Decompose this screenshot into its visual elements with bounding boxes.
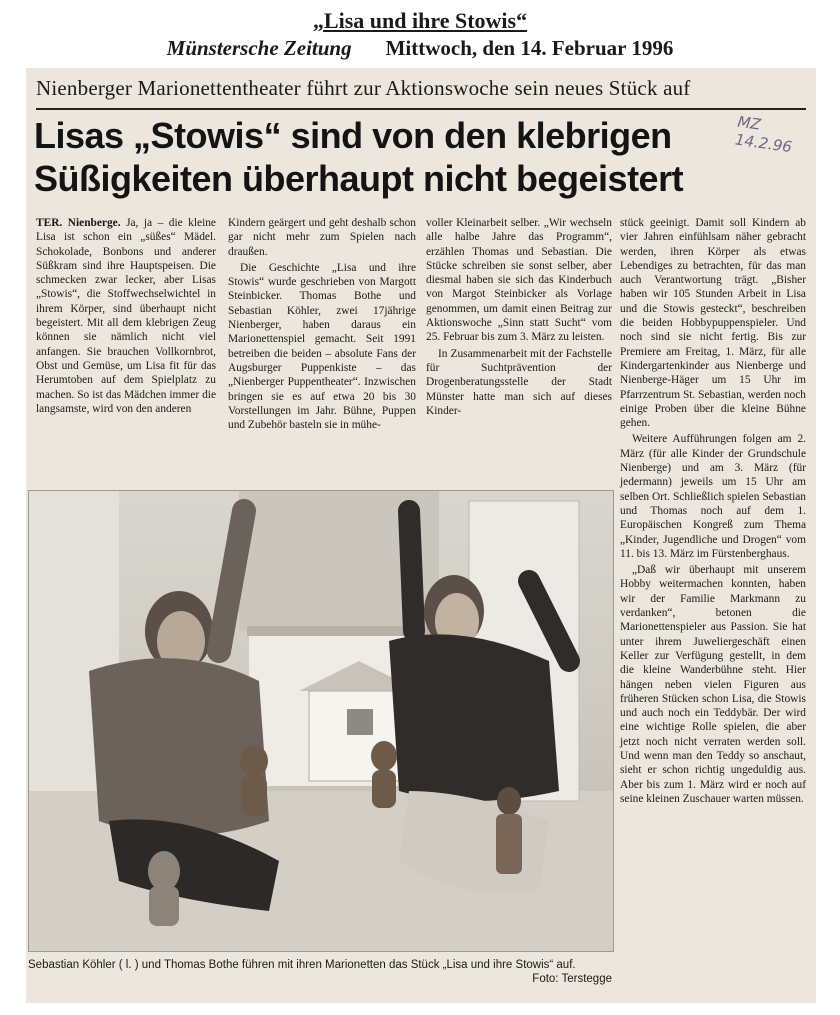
handwritten-note: MZ 14.2.96: [733, 112, 794, 157]
paragraph: stück geeinigt. Damit soll Kindern ab vier Jahren einfühlsam näher gebracht werden, ihren Körper als etwas Lebendiges zu betrachten, für das man auch Verantwortung trägt. „Bisher haben wir 105 Stunden Arbeit in Lisa und die Stowis gesteckt“, beschreiben die beiden Hobbypuppenspieler. Und noch sind sie nicht fertig. Bis zur Premiere am Freitag, 1. März, für alle Kindergartenkinder aus Nienberge und Nienberge-Häger um 15 Uhr im Pfarrzentrum St. Sebastian, werden noch einige Proben über die kleine Bühne gehen.: [620, 217, 806, 430]
article-headline: Lisas „Stowis“ sind von den klebrigen Süßigkeiten überhaupt nicht begeistert: [34, 115, 684, 199]
paragraph: Kindern geärgert und geht deshalb schon gar nicht mehr zum Spielen nach draußen.: [228, 217, 416, 258]
photo-credit: Foto: Terstegge: [532, 973, 612, 985]
article-kicker: Nienberger Marionettentheater führt zur Aktionswoche sein neues Stück auf: [36, 76, 691, 100]
text-column-1: [36, 216, 216, 416]
kicker-rule: [36, 108, 806, 110]
text-column-2: [228, 216, 416, 432]
clipping-title: „Lisa und ihre Stowis“: [312, 8, 528, 33]
newspaper-name: Münstersche Zeitung: [166, 36, 352, 60]
text-column-4: [620, 216, 806, 806]
dateline: TER. Nienberge.: [36, 217, 121, 229]
paragraph: voller Kleinarbeit selber. „Wir wechseln alle halbe Jahre das Programm“, erzählen Thomas und Sebastian. Die Stücke schreiben sie sonst selber, aber diesmal haben sie sich das Kinderbuch von Margot Steinbicker als Vorlage genommen, um damit einen Beitrag zur Aktionswoche „Sinn statt Sucht“ vom 25. Februar bis zum 3. März zu leisten.: [426, 217, 612, 344]
article-photo: [28, 490, 614, 952]
source-line: [0, 36, 840, 61]
photo-caption: [28, 958, 612, 985]
text-column-3: [426, 216, 612, 418]
paragraph: Die Geschichte „Lisa und ihre Stowis“ wurde geschrieben von Margott Steinbicker. Thomas Bothe und Sebastian Köhler, zwei 17jährige Nienberger, haben daraus ein Marionettenspiel gemacht. Seit 1991 betreiben die beiden – absolute Fans der Augsburger Puppenkiste – das „Nienberger Puppentheater“. Inzwischen bringen sie es auf etwa 20 bis 30 Vorstellungen im Jahr. Bühne, Puppen und Zubehör basteln sie in mühe-: [228, 261, 416, 432]
paragraph: „Daß wir überhaupt mit unserem Hobby weitermachen konnten, haben wir der Familie Markmann zu verdanken“, betonen die Marionettenspieler aus Passion. Sie hat unter ihrem Juweliergeschäft einen Keller zur Verfügung gestellt, in dem die kleine Wanderbühne steht. Hier hängen neben vielen Figuren aus früheren Stücken schon Lisa, die Stowis und auch noch ein Teddybär. Der wird eine wichtige Rolle spielen, die aber jetzt noch nicht verraten werden soll. Und wenn man den Teddy so anschaut, sieht er schon richtig ungeduldig aus. Aber bis zum 1. März wird er noch auf seine kleinen Zuschauer warten müssen.: [620, 564, 806, 805]
publication-date: Mittwoch, den 14. Februar 1996: [385, 36, 674, 60]
caption-text: Sebastian Köhler ( l. ) und Thomas Bothe führen mit ihren Marionetten das Stück „Lisa und ihre Stowis“ auf.: [28, 959, 576, 971]
paragraph: In Zusammenarbeit mit der Fachstelle für Suchtprävention der Drogenberatungsstelle der Stadt Münster hatte man sich auf dieses Kinder-: [426, 347, 612, 417]
paragraph: Weitere Aufführungen folgen am 2. März (für alle Kinder der Grundschule Nienberge) und am 3. März (für jedermann) jeweils um 15 Uhr am selben Ort. Schließlich spielen Sebastian und Thomas noch auf dem 1. Europäischen Kongreß zum Thema „Kinder, Jugendliche und Drogen“ vom 11. bis 13. März im Fürstenberghaus.: [620, 433, 806, 560]
puppeteers-photo-illustration: [29, 491, 613, 951]
paragraph: TER. Nienberge. Ja, ja – die kleine Lisa ist schon ein „süßes“ Mädel. Schokolade, Bonbons und anderer Süßkram sind ihre Hauptspeisen. Die schmecken zwar lecker, aber Lisas „Stowis“, die Stoffwechselwichtel in ihrem Körper, sind überhaupt nicht begeistert. Mit all dem klebrigen Zeug können sie nämlich nicht viel anfangen. Sie brauchen Vollkornbrot, Obst und Gemüse, um Lisa fit für das Herumtoben auf dem Spielplatz zu machen. So ist das Mädchen immer die langsamste, wird von den anderen: [36, 217, 216, 415]
